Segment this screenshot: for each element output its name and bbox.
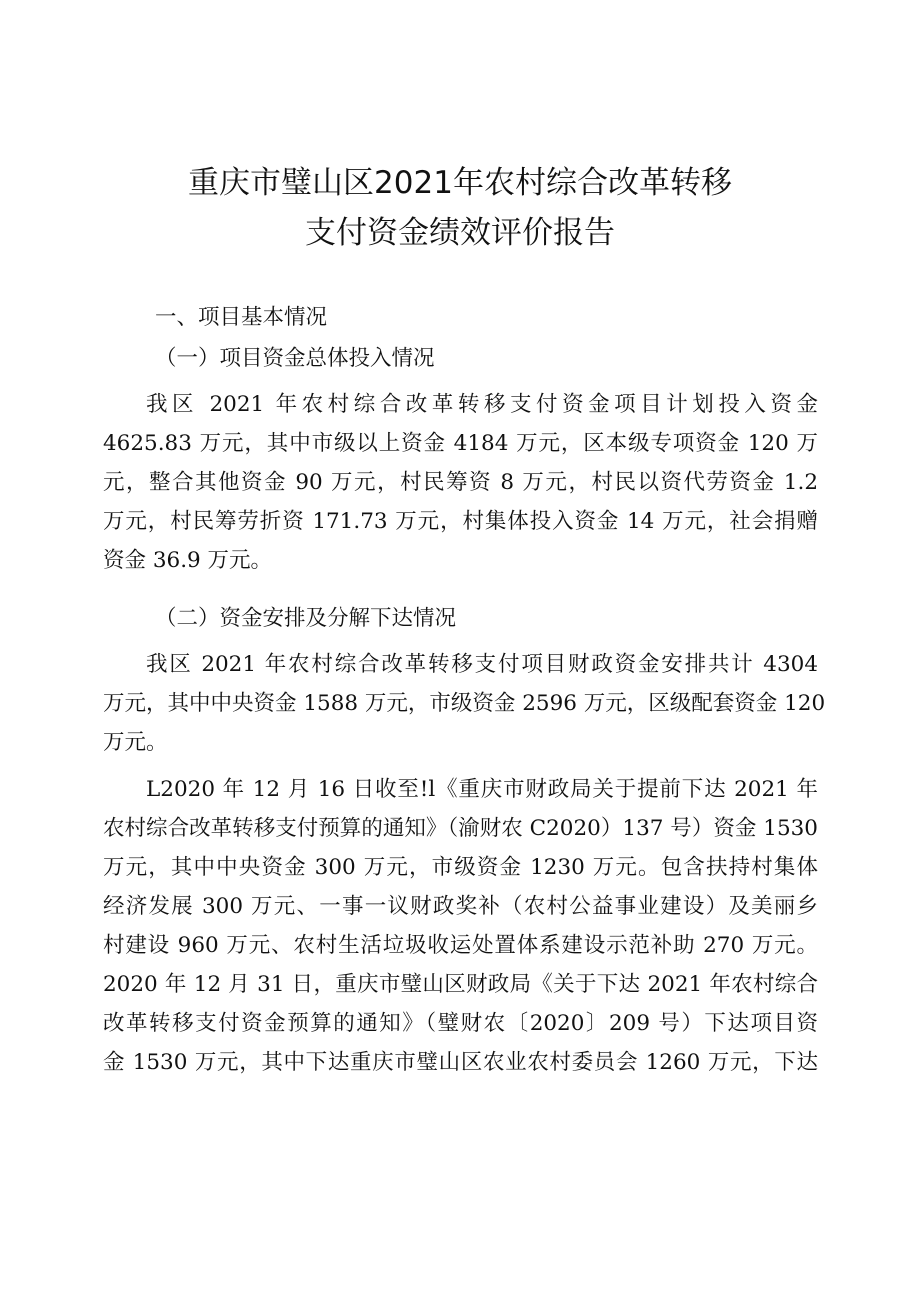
paragraph-line: 经济发展 300 万元、一事一议财政奖补（农村公益事业建设）及美丽乡: [103, 894, 818, 919]
paragraph-line: 万元，村民筹劳折资 171.73 万元，村集体投入资金 14 万元，社会捐赠: [103, 509, 818, 534]
paragraph-line: 农村综合改革转移支付预算的通知》（渝财农 C2020）137 号）资金 1530: [103, 816, 818, 841]
paragraph-line: 金 1530 万元，其中下达重庆市璧山区农业农村委员会 1260 万元，下达: [103, 1050, 818, 1075]
paragraph-line: 资金 36.9 万元。: [103, 548, 273, 573]
document-title-line-2: 支付资金绩效评价报告: [305, 215, 615, 251]
subsection-heading-allocation: （二）资金安排及分解下达情况: [155, 606, 457, 631]
paragraph-budget-notice: [103, 770, 818, 1082]
section-heading-basic-info: 一、项目基本情况: [155, 305, 328, 330]
document-title-line-1: 重庆市璧山区2021年农村综合改革转移: [188, 165, 732, 201]
paragraph-line: 元，整合其他资金 90 万元，村民筹资 8 万元，村民以资代劳资金 1.2: [103, 470, 818, 495]
paragraph-line: 我区 2021 年农村综合改革转移支付资金项目计划投入资金: [146, 392, 818, 417]
paragraph-line: 村建设 960 万元、农村生活垃圾收运处置体系建设示范补助 270 万元。: [103, 933, 818, 958]
paragraph-line: 万元。: [103, 730, 168, 755]
paragraph-line: 改革转移支付资金预算的通知》（璧财农〔2020〕209 号）下达项目资: [103, 1011, 818, 1036]
paragraph-line: 万元，其中中央资金 300 万元，市级资金 1230 万元。包含扶持村集体: [103, 855, 818, 880]
paragraph-line: 我区 2021 年农村综合改革转移支付项目财政资金安排共计 4304: [146, 652, 818, 677]
paragraph-line: 万元，其中中央资金 1588 万元，市级资金 2596 万元，区级配套资金 120: [103, 691, 826, 716]
paragraph-line: 2020 年 12 月 31 日，重庆市璧山区财政局《关于下达 2021 年农村综合: [103, 972, 818, 997]
paragraph-line: 4625.83 万元，其中市级以上资金 4184 万元，区本级专项资金 120 万: [103, 431, 818, 456]
paragraph-line: L2020 年 12 月 16 日收至!l《重庆市财政局关于提前下达 2021 年: [146, 777, 818, 802]
paragraph-allocation: [103, 645, 826, 762]
paragraph-funding-input: [103, 385, 818, 580]
subsection-heading-funding-input: （一）项目资金总体投入情况: [155, 346, 435, 371]
